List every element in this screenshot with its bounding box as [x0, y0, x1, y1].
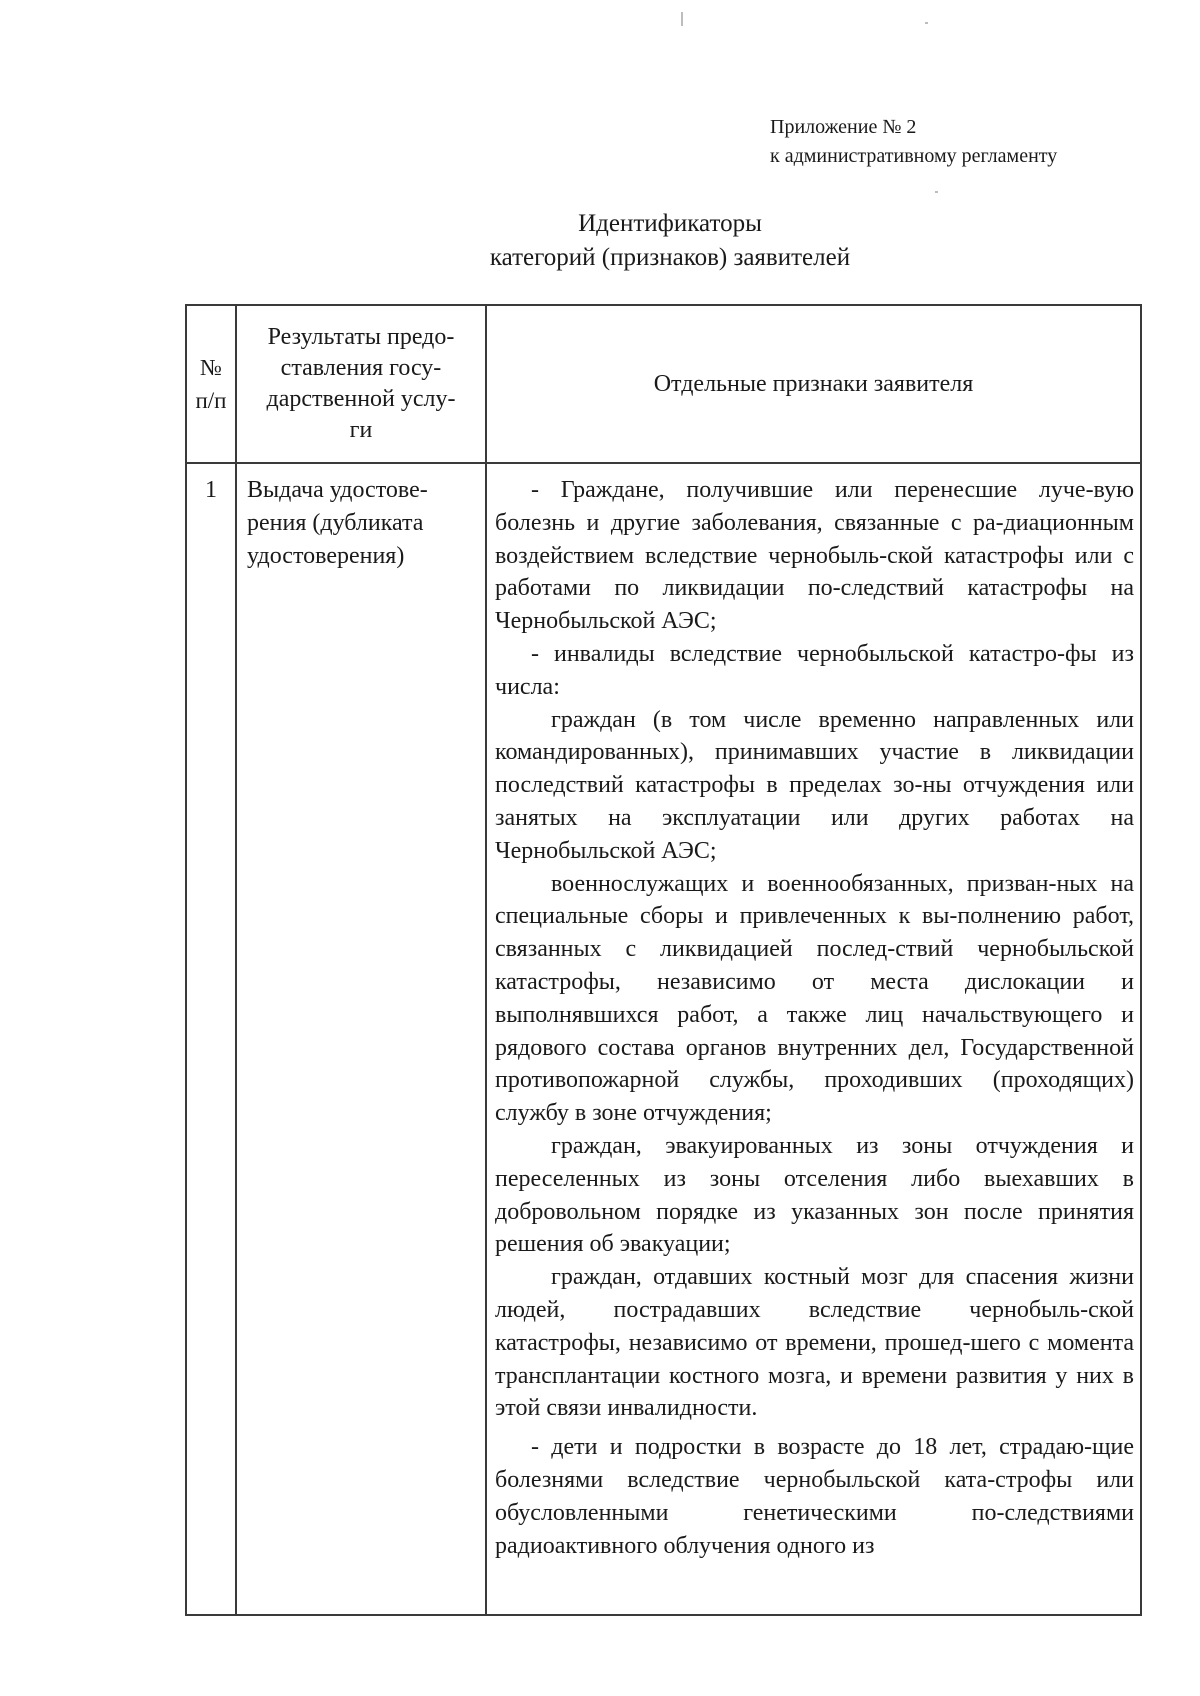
row-result-line: рения (дубликата: [247, 510, 424, 536]
header-number: [186, 305, 236, 463]
feature-paragraph: - дети и подростки в возрасте до 18 лет, страдаю-щие болезнями вследствие чернобыльской ката-строфы или обусловленными генетическими по-следствиями радиоактивного облучения одного из: [495, 1434, 1134, 1559]
header-result-line: ставления госу-: [280, 355, 442, 381]
feature-paragraph: граждан, эвакуированных из зоны отчуждения и переселенных из зоны отселения либо выехавших в добровольном порядке из указанных зон после принятия решения об эвакуации;: [495, 1132, 1134, 1258]
scan-artifact: [925, 22, 928, 24]
identifiers-table: [185, 304, 1142, 1616]
header-result-line: ги: [349, 417, 373, 443]
table-row: [186, 463, 1141, 1615]
row-result-line: удостоверения): [247, 543, 405, 569]
appendix-line: к административному регламенту: [770, 145, 1058, 167]
row-features: [486, 463, 1141, 1615]
feature-paragraph: военнослужащих и военнообязанных, призван-ных на специальные сборы и привлеченных к вы-полнению работ, связанных с ликвидацией послед-ствий чернобыльской катастрофы, независимо от места дислокации и выполнявшихся работ, а также лиц начальствующего и рядового состава органов внутренних дел, Государственной противопожарной службы, проходивших (проходящих) службу в зоне отчуждения;: [495, 870, 1134, 1127]
appendix-note: [770, 113, 1057, 171]
header-result-line: дарственной услу-: [266, 386, 456, 412]
header-result: [236, 305, 486, 463]
feature-paragraph: граждан, отдавших костный мозг для спасения жизни людей, пострадавших вследствие чернобыль-ской катастрофы, независимо от времени, прошед-шего с момента трансплантации костного мозга, и времени развития у них в этой связи инвалидности.: [495, 1264, 1134, 1422]
row-result: [236, 463, 486, 1615]
row-number: 1: [186, 463, 236, 1615]
document-title: [0, 207, 1200, 275]
scan-artifact: [681, 12, 683, 26]
header-number-line: п/п: [195, 388, 227, 413]
row-result-line: Выдача удостове-: [247, 477, 428, 503]
header-result-line: Результаты предо-: [267, 324, 455, 350]
header-number-line: №: [200, 355, 222, 380]
feature-paragraph: - инвалиды вследствие чернобыльской катастро-фы из числа:: [495, 640, 1134, 700]
header-features: Отдельные признаки заявителя: [486, 305, 1141, 463]
feature-paragraph: граждан (в том числе временно направленных или командированных), принимавших участие в ликвидации последствий катастрофы в пределах зо-ны отчуждения или занятых на эксплуатации или других работах на Чернобыльской АЭС;: [495, 706, 1134, 864]
appendix-line: Приложение № 2: [770, 116, 917, 138]
feature-paragraph: - Граждане, получившие или перенесшие луче-вую болезнь и другие заболевания, связанные с ра-диационным воздействием вследствие чернобыль-ской катастрофы или с работами по ликвидации по-следствий катастрофы на Чернобыльской АЭС;: [495, 477, 1134, 635]
title-line: Идентификаторы: [578, 210, 762, 237]
scan-artifact: [935, 191, 938, 193]
table-header-row: [186, 305, 1141, 463]
title-line: категорий (признаков) заявителей: [489, 244, 851, 271]
